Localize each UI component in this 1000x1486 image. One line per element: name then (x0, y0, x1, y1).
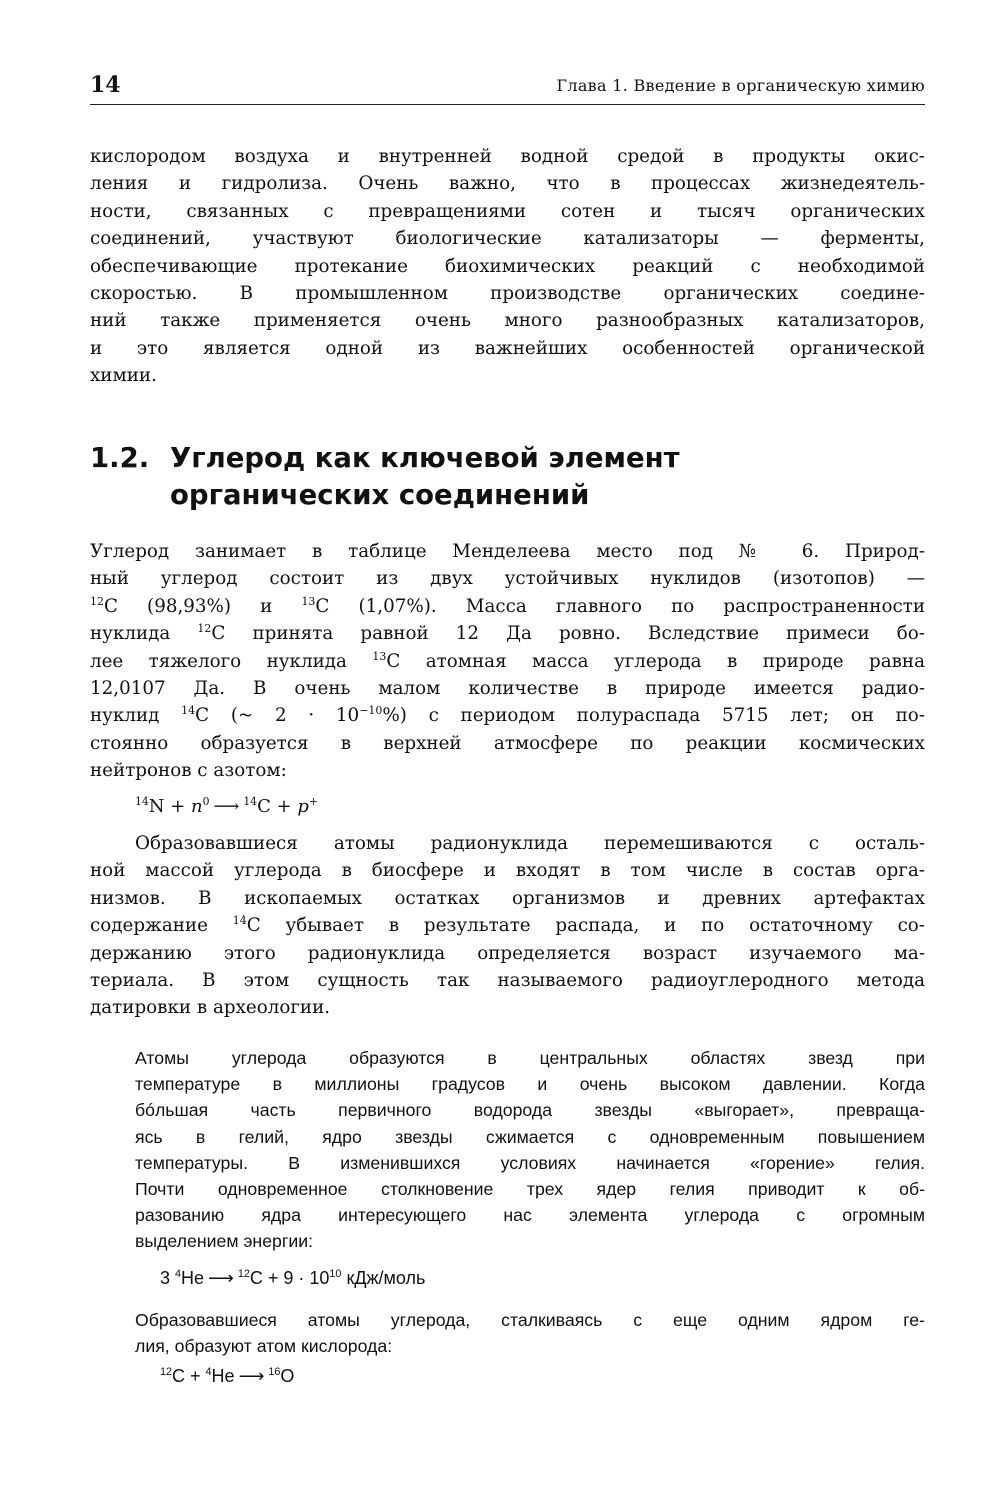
formula-text: O (280, 1366, 295, 1386)
text-run: C убывает в результате распада, и по остаточному со- (246, 915, 925, 937)
isotope-superscript: 13 (372, 649, 387, 663)
isotope-superscript: 12 (237, 1267, 250, 1280)
isotope-superscript: 12 (160, 1365, 173, 1378)
text-line: датировки в археологии. (90, 997, 331, 1019)
text-line: низмов. В ископаемых остатках организмов и древних артефактах (90, 887, 925, 909)
exponent-superscript: 10 (329, 1267, 342, 1280)
paragraph-radiocarbon (90, 830, 925, 1022)
text-line (90, 593, 925, 620)
formula-text: He (181, 1268, 205, 1288)
paragraph-carbon (90, 538, 925, 785)
isotope-superscript: 14 (232, 914, 247, 928)
formula-text: N + (148, 796, 192, 817)
text-line (90, 702, 925, 729)
isotope-superscript: 12 (197, 622, 212, 636)
isotope-superscript: 16 (268, 1365, 281, 1378)
text-line: и это является одной из важнейших особенностей органической (90, 337, 925, 359)
formula-text: C + (257, 796, 298, 817)
text-line (90, 648, 925, 675)
text-line: нейтронов с азотом: (90, 760, 287, 782)
text-line: температуре в миллионы градусов и очень высоком давлении. Когда (135, 1074, 925, 1095)
text-line: ясь в гелий, ядро звезды сжимается с одновременным повышением (135, 1126, 925, 1147)
text-line: ности, связанных с превращениями сотен и тысяч органических (90, 200, 925, 222)
text-line: Образовавшиеся атомы углерода, сталкиваясь с еще одним ядром ге- (135, 1310, 925, 1330)
isotope-superscript: 12 (90, 594, 104, 608)
formula-helium (160, 1268, 425, 1289)
text-line: бóльшая часть первичного водорода звезды «выгорает», превраща- (135, 1100, 925, 1121)
text-line (90, 912, 925, 939)
text-run: C принята равной 12 Да ровно. Вследствие примеси бо- (211, 623, 925, 645)
text-run: содержание (90, 915, 233, 937)
formula-oxygen (160, 1366, 294, 1387)
text-line: ний также применяется очень много разнообразных катализаторов, (90, 310, 925, 332)
isotope-superscript: 14 (181, 704, 196, 718)
text-line: стоянно образуется в верхней атмосфере по реакции космических (90, 732, 925, 754)
text-line: териала. В этом сущность так называемого радиоуглеродного метода (90, 969, 925, 991)
formula-text: He (211, 1366, 235, 1386)
formula-text: 3 (160, 1268, 176, 1288)
text-line: кислородом воздуха и внутренней водной средой в продукты окис- (90, 146, 925, 167)
text-line: Почти одновременное столкновение трех ядер гелия приводит к об- (135, 1178, 925, 1199)
reaction-arrow-icon: ⟶ (213, 796, 240, 817)
text-line: 12,0107 Да. В очень малом количестве в природе имеется радио- (90, 677, 925, 699)
text-line: ления и гидролиза. Очень важно, что в процессах жизнедеятель- (90, 173, 925, 195)
section-heading (90, 440, 680, 514)
text-run: лее тяжелого нуклида (90, 650, 373, 672)
formula-text: C + (172, 1366, 206, 1386)
text-line (90, 620, 925, 647)
text-line: химии. (90, 365, 157, 387)
proton-symbol: p (297, 796, 309, 817)
running-head (90, 70, 925, 105)
text-line: Образовавшиеся атомы радионуклида перемешиваются с осталь- (135, 833, 925, 854)
isotope-superscript: 4 (205, 1365, 212, 1378)
neutron-symbol: n (191, 796, 203, 817)
text-line: ной массой углерода в биосфере и входят в том числе в состав орга- (90, 860, 925, 882)
isotope-superscript: 4 (175, 1267, 182, 1280)
text-run: C (98,93%) и (103, 595, 302, 617)
text-line: обеспечивающие протекание биохимических реакций с необходимой (90, 255, 925, 277)
charge-superscript: 0 (202, 794, 210, 808)
reaction-arrow-icon: ⟶ (208, 1268, 234, 1288)
exponent-superscript: −10 (359, 704, 383, 718)
formula-unit: кДж/моль (341, 1268, 426, 1288)
formula-text: C + 9 · 10 (249, 1268, 330, 1288)
text-line: держанию этого радионуклида определяется возраст изучаемого ма- (90, 942, 925, 964)
text-line: соединений, участвуют биологические катализаторы — ферменты, (90, 228, 925, 250)
text-line: Атомы углерода образуются в центральных областях звезд при (135, 1048, 925, 1068)
note-oxygen (135, 1307, 925, 1359)
text-run: нуклид (90, 705, 182, 727)
isotope-superscript: 14 (243, 794, 258, 808)
charge-superscript: + (308, 794, 318, 808)
section-number: 1.2. (90, 442, 150, 474)
reaction-arrow-icon: ⟶ (238, 1366, 265, 1386)
text-line: температуры. В изменившихся условиях начинается «горение» гелия. (135, 1152, 925, 1173)
text-line: ный углерод состоит из двух устойчивых нуклидов (изотопов) — (90, 568, 925, 590)
intro-paragraph (90, 143, 925, 390)
text-run: C (1,07%). Масса главного по распространенности (315, 595, 926, 617)
text-line: выделением энергии: (135, 1231, 313, 1252)
section-title-line2: органических соединений (170, 479, 590, 511)
text-line: скоростью. В промышленном производстве органических соедине- (90, 282, 925, 304)
text-run: нуклида (90, 623, 198, 645)
note-stars (135, 1045, 925, 1255)
section-title-line1: Углерод как ключевой элемент (170, 442, 680, 474)
page-number: 14 (90, 72, 121, 98)
text-run: C (~ 2 · 10 (195, 705, 360, 727)
text-line: Углерод занимает в таблице Менделеева место под № 6. Природ- (90, 541, 925, 562)
isotope-superscript: 14 (135, 794, 149, 808)
text-line: лия, образуют атом кислорода: (135, 1336, 393, 1357)
formula-nitrogen (135, 796, 318, 817)
text-run: %) с периодом полураспада 5715 лет; он по- (382, 705, 925, 727)
text-run: C атомная масса углерода в природе равна (386, 650, 925, 672)
isotope-superscript: 13 (301, 594, 316, 608)
text-line: разованию ядра интересующего нас элемента углерода с огромным (135, 1205, 925, 1226)
chapter-title: Глава 1. Введение в органическую химию (556, 76, 925, 95)
